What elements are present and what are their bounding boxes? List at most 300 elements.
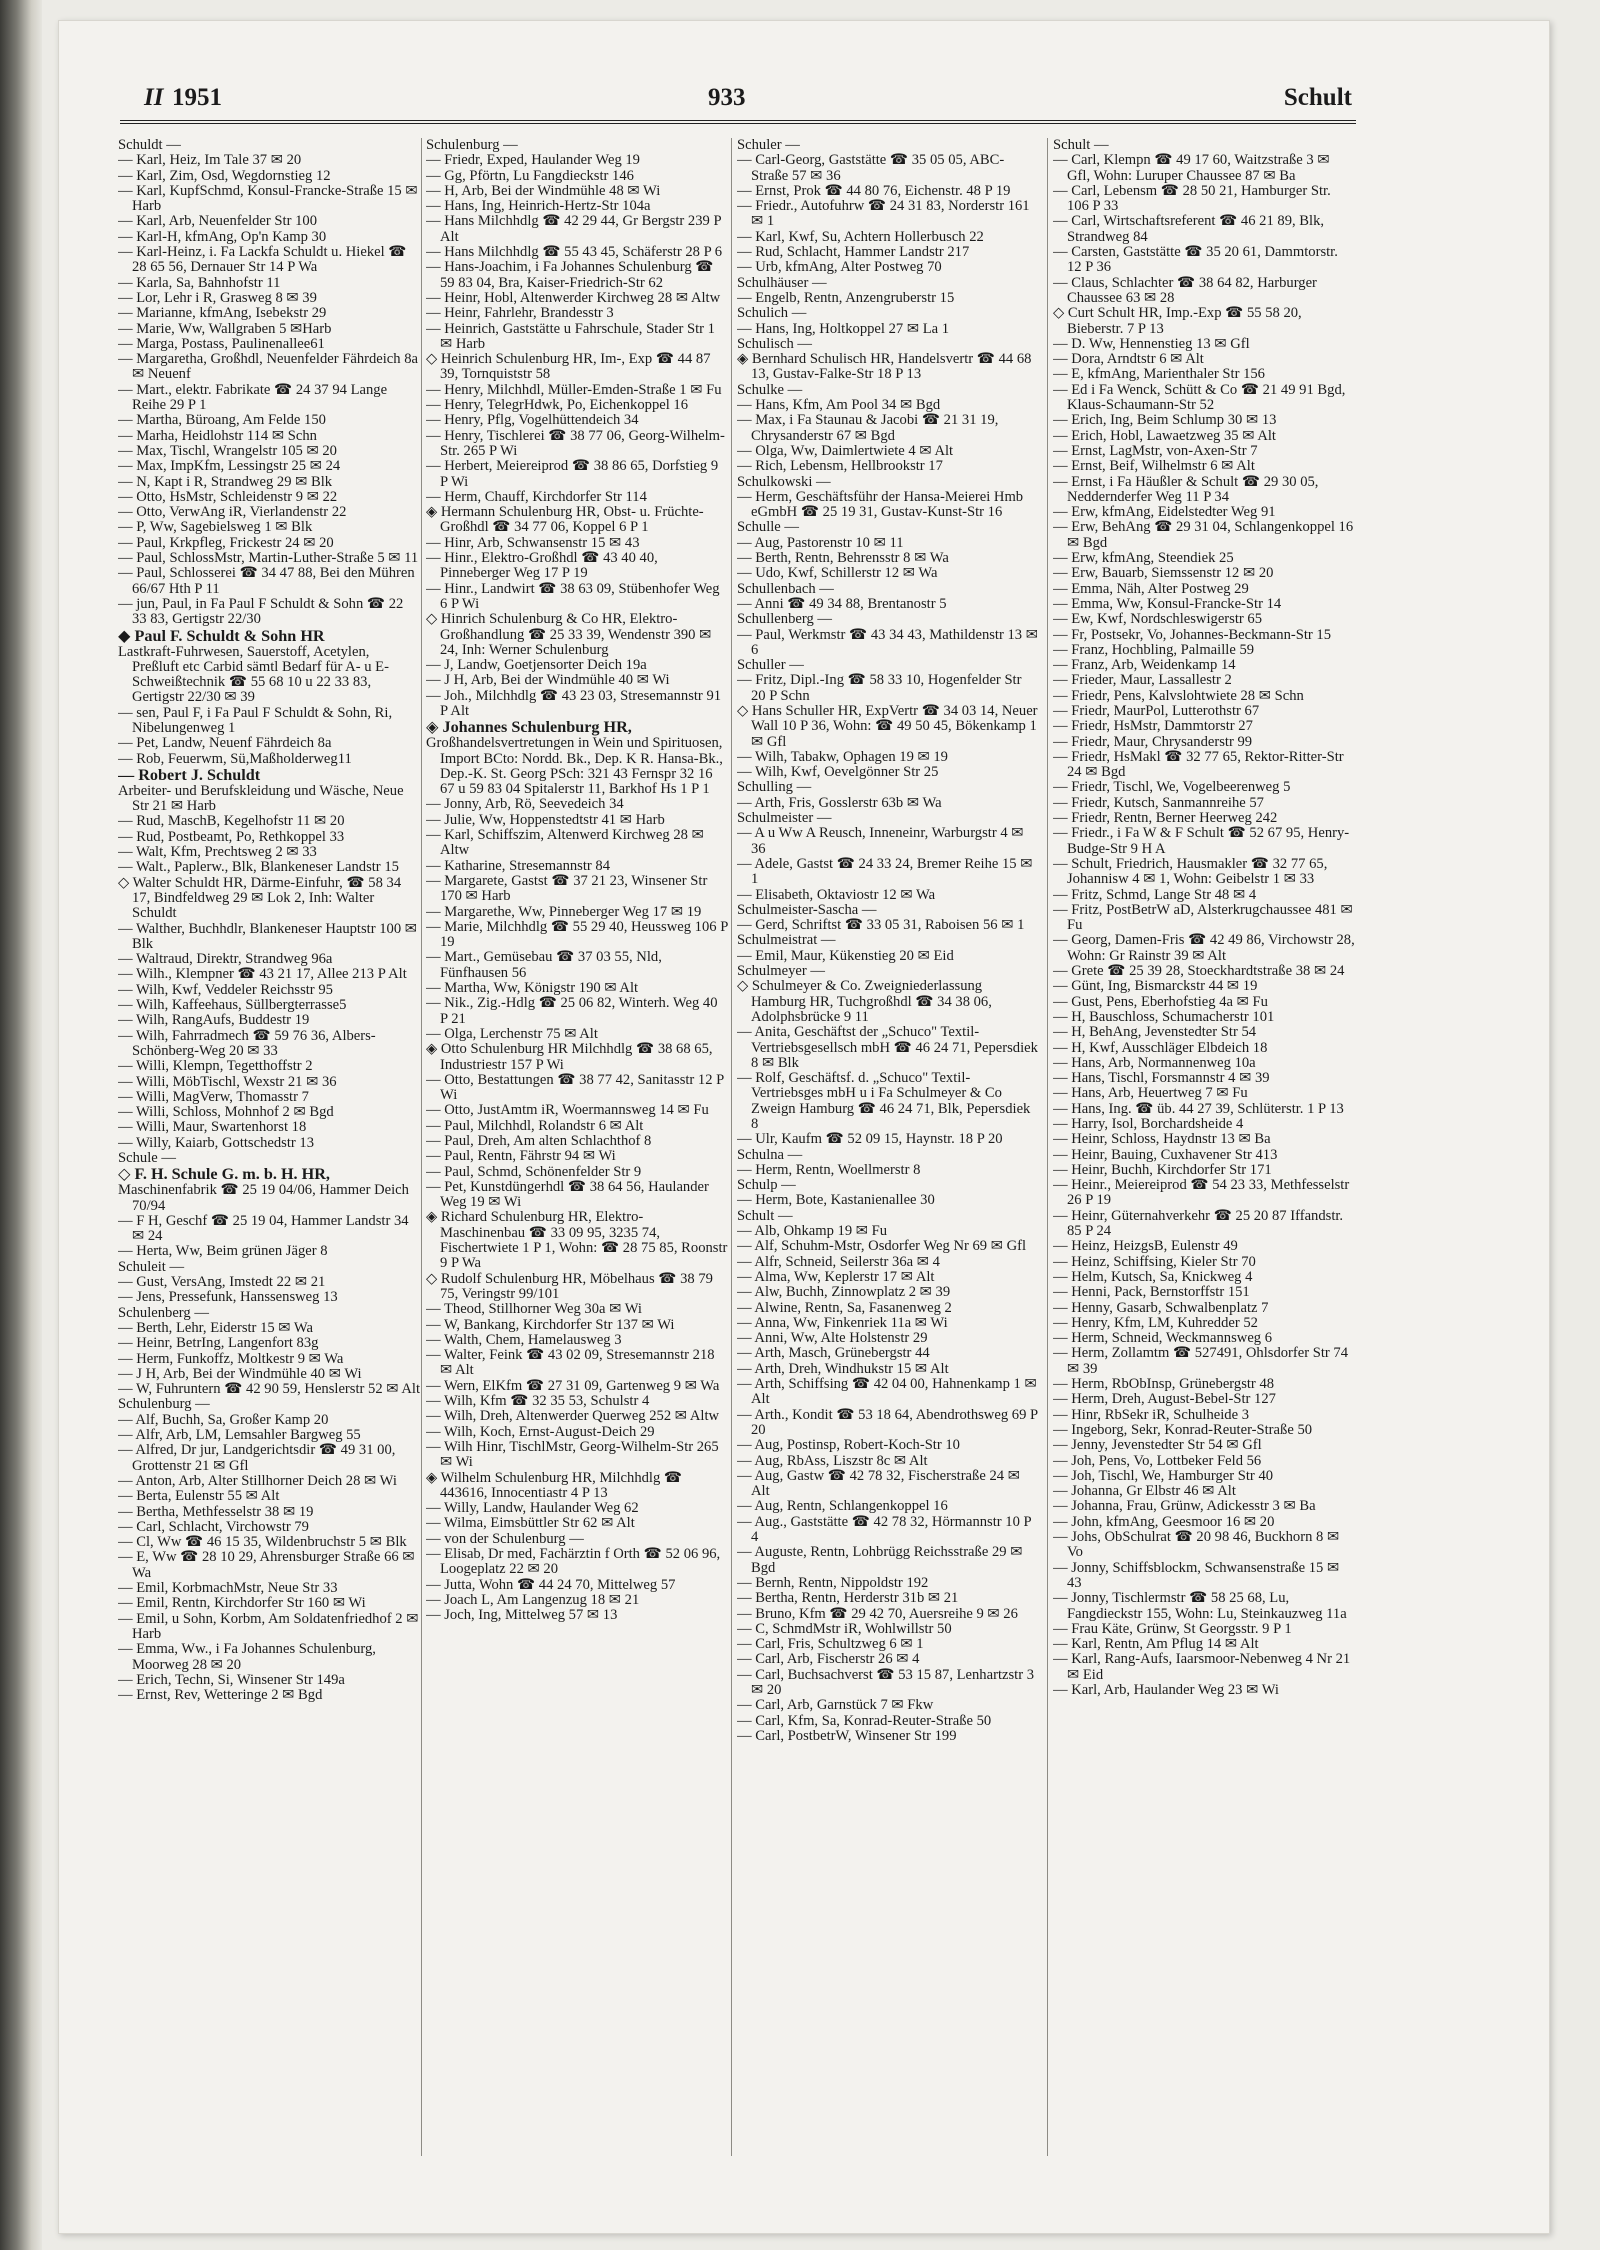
directory-entry: — Emma, Näh, Alter Postweg 29 (1053, 580, 1249, 597)
directory-entry: — Heinr, BetrIng, Langenfort 83g (118, 1335, 319, 1352)
directory-entry: — Ulr, Kaufm ☎ 52 09 15, Haynstr. 18 P 20 (737, 1131, 1003, 1148)
directory-entry: — Friedr., Autofuhrw ☎ 24 31 83, Norderstr 161 ✉ 1 (737, 198, 1030, 230)
directory-entry: — Willi, Maur, Swartenhorst 18 (118, 1119, 307, 1136)
directory-entry: — Alfr, Schneid, Seilerstr 36a ✉ 4 (737, 1253, 940, 1270)
directory-entry: ◇ Hans Schuller HR, ExpVertr ☎ 34 03 14, Neuer Wall 10 P 36, Wohn: ☎ 49 50 45, Bökenkamp 1 ✉ Gfl (737, 702, 1038, 750)
directory-entry: — Max, ImpKfm, Lessingstr 25 ✉ 24 (118, 458, 341, 475)
page-header (120, 82, 1356, 124)
directory-entry: — Cl, Ww ☎ 46 15 35, Wildenbruchstr 5 ✉ Blk (118, 1534, 407, 1551)
directory-entry: — Rob, Feuerwm, Sü,Maßholderweg11 (118, 750, 352, 767)
directory-entry: — Paul, Schmd, Schönenfelder Str 9 (426, 1163, 642, 1180)
directory-entry: — J H, Arb, Bei der Windmühle 40 ✉ Wi (426, 672, 670, 689)
directory-entry: — Wilh, Kfm ☎ 32 35 53, Schulstr 4 (426, 1393, 650, 1410)
directory-entry: — Wilh Hinr, TischlMstr, Georg-Wilhelm-Str 265 ✉ Wi (426, 1438, 719, 1471)
directory-entry: — Margarethe, Ww, Pinneberger Weg 17 ✉ 19 (426, 903, 702, 920)
directory-entry: — Wilh, Kaffeehaus, Süllbergterrasse5 (118, 997, 347, 1014)
column-3 (737, 138, 1039, 2158)
directory-entry: Schulna — (737, 1146, 803, 1163)
directory-entry: — E, kfmAng, Marienthaler Str 156 (1053, 366, 1265, 383)
directory-entry: — Schult, Friedrich, Hausmakler ☎ 32 77 65, Johannisw 4 ✉ 1, Wohn: Geibelstr 1 ✉ 33 (1053, 855, 1328, 888)
directory-entry: — Karl, Zim, Osd, Wegdornstieg 12 (118, 167, 331, 184)
directory-entry: — Willi, Klempn, Tegetthoffstr 2 (118, 1058, 313, 1075)
directory-entry: — W, Bankang, Kirchdorfer Str 137 ✉ Wi (426, 1316, 675, 1333)
directory-entry: — Wern, ElKfm ☎ 27 31 09, Gartenweg 9 ✉ Wa (426, 1377, 720, 1394)
directory-entry: Schulisch — (737, 335, 812, 352)
directory-entry: Lastkraft-Fuhrwesen, Sauerstoff, Acetylen, Preßluft etc Carbid sämtl Bedarf für A- u E-Schweißtechnik ☎ 55 68 10 u 22 33 83, Gertigstr 22/30 ✉ 39 (118, 643, 389, 706)
directory-entry: — Emil, u Sohn, Korbm, Am Soldatenfriedhof 2 ✉ Harb (118, 1610, 419, 1642)
directory-entry: — Marha, Heidlohstr 114 ✉ Schn (118, 427, 317, 444)
directory-entry: — Karl-H, kfmAng, Op'n Kamp 30 (118, 228, 327, 245)
directory-entry: — Paul, Milchhdl, Rolandstr 6 ✉ Alt (426, 1117, 644, 1134)
directory-entry: — Berta, Eulenstr 55 ✉ Alt (118, 1488, 280, 1505)
directory-entry: — Joh., Milchhdlg ☎ 43 23 03, Stresemannstr 91 P Alt (426, 687, 722, 719)
directory-entry: — Gerd, Schriftst ☎ 33 05 31, Raboisen 56 ✉ 1 (737, 917, 1025, 934)
directory-entry: Schulmeister — (737, 810, 832, 827)
directory-entry: — F H, Geschf ☎ 25 19 04, Hammer Landstr 34 ✉ 24 (118, 1212, 409, 1245)
directory-entry: — Frieder, Maur, Lassallestr 2 (1053, 672, 1232, 689)
column-4 (1053, 138, 1355, 2158)
directory-entry: — Marianne, kfmAng, Isebekstr 29 (118, 305, 327, 322)
directory-entry: — Friedr, Maur, Chrysanderstr 99 (1053, 733, 1253, 750)
directory-entry: — H, Arb, Bei der Windmühle 48 ✉ Wi (426, 182, 661, 199)
directory-entry: — Hinr., Landwirt ☎ 38 63 09, Stübenhofer Weg 6 P Wi (426, 580, 720, 612)
directory-entry: — Carl-Georg, Gaststätte ☎ 35 05 05, ABC-Straße 57 ✉ 36 (737, 152, 1005, 184)
directory-entry: — Rud, Postbeamt, Po, Rethkoppel 33 (118, 828, 345, 845)
directory-entry: — Alfred, Dr jur, Landgerichtsdir ☎ 49 31 00, Grottenstr 21 ✉ Gfl (118, 1442, 396, 1474)
directory-entry: — Auguste, Rentn, Lohbrügg Reichsstraße 29 ✉ Bgd (737, 1544, 1023, 1576)
directory-entry: ◆ Paul F. Schuldt & Sohn HR (118, 626, 325, 645)
directory-entry: — Erw, Bauarb, Siemssenstr 12 ✉ 20 (1053, 565, 1274, 582)
directory-entry: — Erw, BehAng ☎ 29 31 04, Schlangenkoppel 16 ✉ Bgd (1053, 519, 1354, 551)
directory-entry: — Carl, Arb, Fischerstr 26 ✉ 4 (737, 1651, 920, 1668)
directory-entry: — Paul, Rentn, Fährstr 94 ✉ Wi (426, 1148, 616, 1165)
directory-entry: — Arth, Fris, Gosslerstr 63b ✉ Wa (737, 794, 942, 811)
directory-entry: — Henny, Gasarb, Schwalbenplatz 7 (1053, 1299, 1269, 1316)
directory-entry: — Franz, Hochbling, Palmaille 59 (1053, 641, 1255, 658)
directory-entry: — H, BehAng, Jevenstedter Str 54 (1053, 1024, 1257, 1041)
directory-entry: — Fritz, Dipl.-Ing ☎ 58 33 10, Hogenfelder Str 20 P Schn (737, 672, 1022, 704)
directory-entry: — Hinr, Arb, Schwansenstr 15 ✉ 43 (426, 534, 640, 551)
directory-entry: — Fr, Postsekr, Vo, Johannes-Beckmann-Str 15 (1053, 626, 1331, 643)
directory-entry: — Waltraud, Direktr, Strandweg 96a (118, 951, 333, 968)
directory-entry: — H, Kwf, Ausschläger Elbdeich 18 (1053, 1039, 1268, 1056)
directory-entry: — Ernst, Rev, Wetteringe 2 ✉ Bgd (118, 1687, 323, 1704)
directory-entry: — Anni, Ww, Alte Holstenstr 29 (737, 1330, 928, 1347)
directory-entry: — Willy, Landw, Haulander Weg 62 (426, 1500, 639, 1517)
directory-entry: — Herm, Rentn, Woellmerstr 8 (737, 1161, 921, 1178)
directory-entry: — Friedr, Tischl, We, Vogelbeerenweg 5 (1053, 779, 1291, 796)
directory-entry: — Gust, Pens, Eberhofstieg 4a ✉ Fu (1053, 993, 1268, 1010)
directory-entry: — Jonny, Tischlermstr ☎ 58 25 68, Lu, Fangdieckstr 155, Wohn: Lu, Steinkauzweg 11a (1053, 1590, 1347, 1622)
directory-entry: — Emma, Ww., i Fa Johannes Schulenburg, Moorweg 28 ✉ 20 (118, 1641, 376, 1673)
directory-entry: — Alf, Schuhm-Mstr, Osdorfer Weg Nr 69 ✉ Gfl (737, 1238, 1027, 1255)
directory-entry: — Grete ☎ 25 39 28, Stoeckhardtstraße 38 ✉ 24 (1053, 963, 1345, 980)
directory-entry: Schulmeister-Sascha — (737, 901, 877, 918)
directory-entry: — Hans Milchhdlg ☎ 42 29 44, Gr Bergstr 239 P Alt (426, 213, 722, 245)
directory-entry: ◈ Bernhard Schulisch HR, Handelsvertr ☎ 44 68 13, Gustav-Falke-Str 18 P 13 (737, 351, 1032, 383)
directory-entry: — E, Ww ☎ 28 10 29, Ahrensburger Straße 66 ✉ Wa (118, 1549, 415, 1581)
directory-entry: — Rud, MaschB, Kegelhofstr 11 ✉ 20 (118, 813, 345, 830)
guide-word: Schult (1283, 84, 1352, 111)
directory-entry: ◈ Hermann Schulenburg HR, Obst- u. Früchte-Großhdl ☎ 34 77 06, Koppel 6 P 1 (426, 504, 704, 536)
directory-entry: — Alf, Buchh, Sa, Großer Kamp 20 (118, 1411, 329, 1428)
directory-entry: Schult — (737, 1207, 793, 1224)
directory-entry: Schult — (1053, 138, 1109, 153)
column-2 (426, 138, 728, 2158)
directory-entry: Schulle — (737, 519, 800, 536)
directory-entry: — Wilh, Dreh, Altenwerder Querweg 252 ✉ Altw (426, 1408, 720, 1425)
directory-entry: — Willi, Schloss, Mohnhof 2 ✉ Bgd (118, 1104, 334, 1121)
directory-entry: — Bruno, Kfm ☎ 29 42 70, Auersreihe 9 ✉ 26 (737, 1605, 1018, 1622)
directory-entry: — Ernst, Prok ☎ 44 80 76, Eichenstr. 48 P 19 (737, 182, 1011, 199)
directory-entry: — Herm, Geschäftsführ der Hansa-Meierei Hmb eGmbH ☎ 25 19 31, Gustav-Kunst-Str 16 (737, 488, 1024, 521)
directory-entry: — Paul, Krkpfleg, Frickestr 24 ✉ 20 (118, 534, 334, 551)
directory-entry: — Friedr, Pens, Kalvslohtwiete 28 ✉ Schn (1053, 687, 1304, 704)
directory-entry: — Emil, Maur, Kükenstieg 20 ✉ Eid (737, 947, 954, 964)
directory-entry: — Mart., Gemüsebau ☎ 37 03 55, Nld, Fünfhausen 56 (426, 949, 662, 981)
directory-entry: — C, SchmdMstr iR, Wohlwillstr 50 (737, 1620, 952, 1637)
directory-entry: — Ernst, i Fa Häußler & Schult ☎ 29 30 05, Neddernderfer Weg 11 P 34 (1053, 473, 1319, 505)
directory-entry: — Friedr., i Fa W & F Schult ☎ 52 67 95, Henry-Budge-Str 9 H A (1053, 825, 1350, 857)
directory-entry: Schuller — (737, 657, 804, 674)
directory-entry: — Walth, Chem, Hamelausweg 3 (426, 1331, 622, 1348)
directory-entry: — Walt., Paplerw., Blk, Blankeneser Landstr 15 (118, 859, 399, 876)
directory-entry: — Rud, Schlacht, Hammer Landstr 217 (737, 244, 970, 261)
directory-entry: — Walt, Kfm, Prechtsweg 2 ✉ 33 (118, 844, 317, 861)
directory-entry: — Anna, Ww, Finkenriek 11a ✉ Wi (737, 1314, 948, 1331)
directory-entry: — Aug, Postinsp, Robert-Koch-Str 10 (737, 1437, 960, 1454)
directory-entry: — Arth, Masch, Grünebergstr 44 (737, 1345, 930, 1362)
directory-entry: — Joh, Tischl, We, Hamburger Str 40 (1053, 1467, 1274, 1484)
directory-entry: — Herm, Chauff, Kirchdorfer Str 114 (426, 488, 647, 505)
directory-entry: — Johanna, Gr Elbstr 46 ✉ Alt (1053, 1483, 1236, 1500)
directory-entry: — P, Ww, Sagebielsweg 1 ✉ Blk (118, 519, 313, 536)
directory-entry: — Hans, Kfm, Am Pool 34 ✉ Bgd (737, 397, 941, 414)
volume-number: II (144, 84, 164, 111)
directory-entry: — Ernst, LagMstr, von-Axen-Str 7 (1053, 442, 1258, 459)
directory-entry: ◇ Schulmeyer & Co. Zweigniederlassung Hamburg HR, Tuchgroßhdl ☎ 34 38 06, Adolphsbrücke 9 11 (737, 978, 992, 1025)
directory-entry: — Jonny, Arb, Rö, Seevedeich 34 (426, 796, 624, 813)
directory-entry: — Carsten, Gaststätte ☎ 35 20 61, Dammtorstr. 12 P 36 (1053, 244, 1338, 276)
directory-entry: — Hans, Arb, Heuertweg 7 ✉ Fu (1053, 1085, 1248, 1102)
directory-entry: — Willy, Kaiarb, Gottschedstr 13 (118, 1134, 314, 1151)
directory-entry: — Karl, Arb, Haulander Weg 23 ✉ Wi (1053, 1681, 1279, 1698)
directory-entry: Schulke — (737, 381, 803, 398)
directory-entry: — Adele, Gastst ☎ 24 33 24, Bremer Reihe 15 ✉ 1 (737, 855, 1033, 888)
directory-entry: Schuldt — (118, 138, 181, 153)
directory-entry: — Hans, Ing, Heinrich-Hertz-Str 104a (426, 198, 651, 215)
page-number: 933 (708, 84, 746, 111)
directory-entry: — Hans, Ing. ☎ üb. 44 27 39, Schlüterstr. 1 P 13 (1053, 1100, 1344, 1117)
directory-entry: — Johs, ObSchulrat ☎ 20 98 46, Buckhorn 8 ✉ Vo (1053, 1529, 1340, 1561)
directory-entry: — Alw, Buchh, Zinnowplatz 2 ✉ 39 (737, 1284, 951, 1301)
directory-entry: — Pet, Landw, Neuenf Fährdeich 8a (118, 735, 332, 752)
directory-entry: — Erw, kfmAng, Steendiek 25 (1053, 550, 1234, 567)
directory-entry: — Carl, Buchsachverst ☎ 53 15 87, Lenhartzstr 3 ✉ 20 (737, 1666, 1035, 1698)
directory-entry: — Karl, Arb, Neuenfelder Str 100 (118, 213, 317, 230)
directory-entry: — Paul, Dreh, Am alten Schlachthof 8 (426, 1133, 652, 1149)
directory-entry: — Joh, Pens, Vo, Lottbeker Feld 56 (1053, 1452, 1262, 1469)
directory-entry: Großhandelsvertretungen in Wein und Spirituosen, Import BCto: Nordd. Bk., Dep. K R. Hansa-Bk., Dep.-K. St. Georg PSch: 321 43 Fernspr 32 16 67 u 59 83 04 Spitalerstr 11, Barkhof Hs 1 P 1 (426, 735, 723, 798)
directory-entry: ◇ Heinrich Schulenburg HR, Im-, Exp ☎ 44 87 39, Tornquiststr 58 (426, 351, 711, 383)
directory-entry: — von der Schulenburg — (426, 1530, 584, 1547)
directory-entry: — Wilh, Kwf, Oevelgönner Str 25 (737, 764, 939, 781)
column-divider (1047, 138, 1048, 2156)
directory-entry: — Frau Käte, Grünw, St Georgsstr. 9 P 1 (1053, 1620, 1292, 1637)
directory-entry: — Paul, SchlossMstr, Martin-Luther-Straße 5 ✉ 11 (118, 550, 419, 567)
directory-entry: — Nik., Zig.-Hdlg ☎ 25 06 82, Winterh. Weg 40 P 21 (426, 995, 718, 1027)
directory-entry: — Jenny, Jevenstedter Str 54 ✉ Gfl (1053, 1437, 1262, 1454)
directory-entry: Schulhäuser — (737, 274, 827, 291)
year: 1951 (172, 84, 222, 111)
directory-entry: — Carl, Klempn ☎ 49 17 60, Waitzstraße 3 ✉ Gfl, Wohn: Luruper Chaussee 87 ✉ Ba (1053, 152, 1330, 184)
directory-entry: — Aug., Gaststätte ☎ 42 78 32, Hörmannstr 10 P 4 (737, 1513, 1032, 1546)
directory-entry: — Dora, Arndtstr 6 ✉ Alt (1053, 351, 1204, 368)
directory-entry: — Theod, Stillhorner Weg 30a ✉ Wi (426, 1301, 642, 1318)
directory-entry: — Henni, Pack, Bernstorffstr 151 (1053, 1284, 1250, 1301)
directory-entry: — Julie, Ww, Hoppenstedtstr 41 ✉ Harb (426, 811, 665, 828)
directory-entry: — Willi, MöbTischl, Wexstr 21 ✉ 36 (118, 1073, 337, 1090)
directory-entry: — Johanna, Frau, Grünw, Adickesstr 3 ✉ Ba (1053, 1498, 1316, 1515)
directory-entry: — Friedr, Exped, Haulander Weg 19 (426, 152, 640, 169)
directory-entry: — Carl, Arb, Garnstück 7 ✉ Fkw (737, 1697, 934, 1714)
directory-entry: — Urb, kfmAng, Alter Postweg 70 (737, 259, 942, 276)
directory-entry: — Carl, Lebensm ☎ 28 50 21, Hamburger Str. 106 P 33 (1053, 182, 1331, 215)
directory-entry: — Harry, Isol, Borchardsheide 4 (1053, 1116, 1244, 1132)
directory-entry: — Karl, Rang-Aufs, Iaarsmoor-Nebenweg 4 Nr 21 ✉ Eid (1053, 1651, 1351, 1683)
directory-entry: — Alma, Ww, Keplerstr 17 ✉ Alt (737, 1268, 935, 1285)
directory-entry: — Wilh, Fahrradmech ☎ 59 76 36, Albers-Schönberg-Weg 20 ✉ 33 (118, 1027, 376, 1059)
directory-entry: — Gg, Pförtn, Lu Fangdieckstr 146 (426, 167, 634, 184)
directory-entry: — Aug, Pastorenstr 10 ✉ 11 (737, 534, 904, 551)
directory-entry: — sen, Paul F, i Fa Paul F Schuldt & Sohn, Ri, Nibelungenweg 1 (118, 704, 393, 736)
directory-entry: — Ew, Kwf, Nordschleswigerstr 65 (1053, 611, 1263, 628)
directory-entry: — W, Fuhruntern ☎ 42 90 59, Henslerstr 52 ✉ Alt (118, 1381, 420, 1398)
directory-entry: — Ernst, Beif, Wilhelmstr 6 ✉ Alt (1053, 458, 1255, 475)
directory-entry: — D. Ww, Hennenstieg 13 ✉ Gfl (1053, 335, 1250, 352)
directory-entry: — Hans, Tischl, Forsmannstr 4 ✉ 39 (1053, 1070, 1270, 1087)
directory-entry: — Herm, Zollamtm ☎ 527491, Ohlsdorfer Str 74 ✉ 39 (1053, 1345, 1349, 1377)
directory-entry: — J H, Arb, Bei der Windmühle 40 ✉ Wi (118, 1365, 362, 1382)
directory-entry: — Hans-Joachim, i Fa Johannes Schulenburg ☎ 59 83 04, Bra, Kaiser-Friedrich-Str 62 (426, 259, 714, 291)
directory-entry: — Ed i Fa Wenck, Schütt & Co ☎ 21 49 91 Bgd, Klaus-Schaumann-Str 52 (1053, 381, 1346, 414)
directory-entry: Schullenberg — (737, 611, 832, 628)
directory-entry: — Wilh, Kwf, Veddeler Reichsstr 95 (118, 981, 333, 998)
directory-entry: — Wilh, Tabakw, Ophagen 19 ✉ 19 (737, 748, 948, 765)
directory-entry: ◇ Curt Schult HR, Imp.-Exp ☎ 55 58 20, Bieberstr. 7 P 13 (1053, 305, 1302, 337)
directory-entry: — Arth., Kondit ☎ 53 18 64, Abendrothsweg 69 P 20 (737, 1406, 1038, 1438)
directory-entry: — Herm, Funkoffz, Moltkestr 9 ✉ Wa (118, 1350, 344, 1367)
directory-entry: — Emil, KorbmachMstr, Neue Str 33 (118, 1580, 338, 1597)
directory-entry: ◇ Rudolf Schulenburg HR, Möbelhaus ☎ 38 79 75, Veringstr 99/101 (426, 1270, 713, 1302)
directory-entry: — Heinrich, Gaststätte u Fahrschule, Stader Str 1 ✉ Harb (426, 320, 715, 352)
column-1 (118, 138, 420, 2158)
directory-entry: — Aug, Gastw ☎ 42 78 32, Fischerstraße 24 ✉ Alt (737, 1467, 1020, 1500)
directory-entry: — Erw, kfmAng, Eidelstedter Weg 91 (1053, 504, 1276, 521)
directory-entry: — Hans, Arb, Normannenweg 10a (1053, 1054, 1256, 1071)
directory-entry: — Robert J. Schuldt (118, 765, 261, 784)
directory-entry: — Bertha, Rentn, Herderstr 31b ✉ 21 (737, 1590, 959, 1607)
directory-entry: Schule — (118, 1150, 176, 1166)
directory-entry: — Karl, Rentn, Am Pflug 14 ✉ Alt (1053, 1636, 1259, 1653)
directory-entry: — Otto, VerwAng iR, Vierlandenstr 22 (118, 504, 347, 521)
directory-entry: — Heinr, Fahrlehr, Brandesstr 3 (426, 305, 614, 322)
directory-entry: — Anni ☎ 49 34 88, Brentanostr 5 (737, 595, 947, 612)
directory-entry: — Wilma, Eimsbüttler Str 62 ✉ Alt (426, 1515, 635, 1532)
directory-entry: — Herm, RbObInsp, Grünebergstr 48 (1053, 1376, 1275, 1393)
directory-entry: — Pet, Kunstdüngerhdl ☎ 38 64 56, Haulander Weg 19 ✉ Wi (426, 1178, 709, 1211)
directory-entry: — Hans Milchhdlg ☎ 55 43 45, Schäferstr 28 P 6 (426, 244, 723, 261)
directory-entry: — Heinr., Meiereiprod ☎ 54 23 33, Methfesselstr 26 P 19 (1053, 1177, 1350, 1209)
directory-entry: — Heinz, HeizgsB, Eulenstr 49 (1053, 1238, 1238, 1255)
directory-entry: — jun, Paul, in Fa Paul F Schuldt & Sohn ☎ 22 33 83, Gertigstr 22/30 (118, 595, 404, 628)
directory-entry: Schullenbach — (737, 580, 834, 597)
directory-entry: — Carl, Fris, Schultzweg 6 ✉ 1 (737, 1636, 924, 1653)
directory-entry: — Hans, Ing, Holtkoppel 27 ✉ La 1 (737, 320, 950, 337)
directory-entry: ◇ Walter Schuldt HR, Därme-Einfuhr, ☎ 58 34 17, Bindfeldweg 29 ✉ Lok 2, Inh: Walter Schuldt (118, 874, 402, 922)
directory-entry: — H, Bauschloss, Schumacherstr 101 (1053, 1008, 1275, 1025)
directory-entry: — Henry, Kfm, LM, Kuhredder 52 (1053, 1314, 1258, 1331)
directory-entry: — Henry, Pflg, Vogelhüttendeich 34 (426, 412, 639, 429)
directory-entry: — Erich, Techn, Si, Winsener Str 149a (118, 1671, 345, 1688)
directory-entry: — Olga, Lerchenstr 75 ✉ Alt (426, 1025, 598, 1042)
directory-entry: — Otto, Bestattungen ☎ 38 77 42, Sanitasstr 12 P Wi (426, 1071, 724, 1104)
directory-entry: Schulenburg — (426, 138, 518, 153)
directory-entry: — Herm, Bote, Kastanienallee 30 (737, 1192, 935, 1209)
directory-entry: — Lor, Lehr i R, Grasweg 8 ✉ 39 (118, 289, 317, 306)
directory-entry: — Karl, Heiz, Im Tale 37 ✉ 20 (118, 152, 302, 169)
directory-entry: Schulling — (737, 779, 812, 796)
directory-entry: — Fritz, Schmd, Lange Str 48 ✉ 4 (1053, 886, 1257, 903)
directory-entry: — Karl-Heinz, i. Fa Lackfa Schuldt u. Hiekel ☎ 28 65 56, Dernauer Str 14 P Wa (118, 244, 407, 276)
directory-entry: — Heinr, Buchh, Kirchdorfer Str 171 (1053, 1161, 1272, 1178)
directory-entry: — Margarete, Gastst ☎ 37 21 23, Winsener Str 170 ✉ Harb (426, 872, 708, 905)
book-binding-shadow (0, 0, 42, 2250)
directory-entry: — Karl, Schiffszim, Altenwerd Kirchweg 28 ✉ Altw (426, 827, 704, 859)
directory-entry: — Claus, Schlachter ☎ 38 64 82, Harburger Chaussee 63 ✉ 28 (1053, 274, 1317, 306)
directory-entry: — Udo, Kwf, Schillerstr 12 ✉ Wa (737, 565, 938, 582)
directory-entry: — Arth, Schiffsing ☎ 42 04 00, Hahnenkamp 1 ✉ Alt (737, 1376, 1037, 1408)
directory-entry: — Emil, Rentn, Kirchdorfer Str 160 ✉ Wi (118, 1595, 366, 1612)
directory-entry: — Carl, Schlacht, Virchowstr 79 (118, 1518, 309, 1535)
directory-entry: — Jutta, Wohn ☎ 44 24 70, Mittelweg 57 (426, 1576, 676, 1593)
directory-entry: — Aug, Rentn, Schlangenkoppel 16 (737, 1498, 948, 1515)
directory-entry: — Bernh, Rentn, Nippoldstr 192 (737, 1574, 929, 1591)
directory-entry: — Willi, MagVerw, Thomasstr 7 (118, 1088, 309, 1105)
directory-entry: — Walther, Buchhdlr, Blankeneser Hauptstr 100 ✉ Blk (118, 920, 417, 952)
column-divider (731, 138, 732, 2156)
directory-entry: — Alb, Ohkamp 19 ✉ Fu (737, 1223, 888, 1240)
directory-entry: — Engelb, Rentn, Anzengruberstr 15 (737, 289, 955, 306)
column-divider (421, 138, 422, 2156)
directory-entry: Schulp — (737, 1177, 796, 1194)
directory-entry: — Rich, Lebensm, Hellbrookstr 17 (737, 458, 943, 475)
directory-entry: ◇ F. H. Schule G. m. b. H. HR, (118, 1165, 330, 1184)
directory-entry: — Wilh, Koch, Ernst-August-Deich 29 (426, 1423, 655, 1440)
directory-entry: — N, Kapt i R, Strandweg 29 ✉ Blk (118, 473, 333, 490)
directory-entry: — Katharine, Stresemannstr 84 (426, 857, 610, 874)
directory-entry: — Walter, Feink ☎ 43 02 09, Stresemannstr 218 ✉ Alt (426, 1347, 715, 1379)
directory-entry: — Max, Tischl, Wrangelstr 105 ✉ 20 (118, 442, 337, 459)
directory-entry: — Henry, Milchhdl, Müller-Emden-Straße 1 ✉ Fu (426, 381, 722, 398)
directory-entry: — Carl, PostbetrW, Winsener Str 199 (737, 1727, 957, 1744)
directory-entry: — Gust, VersAng, Imstedt 22 ✉ 21 (118, 1274, 326, 1291)
directory-entry: — Berth, Rentn, Behrensstr 8 ✉ Wa (737, 550, 949, 567)
directory-entry: — Herm, Schneid, Weckmannsweg 6 (1053, 1330, 1273, 1347)
directory-entry: — Karla, Sa, Bahnhofstr 11 (118, 274, 281, 291)
directory-entry: Schulenberg — (118, 1304, 209, 1321)
directory-entry: ◈ Johannes Schulenburg HR, (426, 718, 632, 737)
directory-entry: — Anton, Arb, Alter Stillhorner Deich 28 ✉ Wi (118, 1472, 397, 1489)
directory-entry: — Wilh, RangAufs, Buddestr 19 (118, 1012, 310, 1029)
directory-entry: — Martha, Ww, Königstr 190 ✉ Alt (426, 980, 639, 997)
directory-entry: — Marie, Milchhdlg ☎ 55 29 40, Heussweg 106 P 19 (426, 918, 728, 951)
directory-entry: — Martha, Büroang, Am Felde 150 (118, 412, 326, 429)
directory-entry: — Heinr, Hobl, Altenwerder Kirchweg 28 ✉ Altw (426, 289, 721, 306)
directory-entry: — Herta, Ww, Beim grünen Jäger 8 (118, 1243, 328, 1260)
directory-entry: — Friedr, Kutsch, Sanmannreihe 57 (1053, 794, 1264, 811)
directory-entry: — Henry, Tischlerei ☎ 38 77 06, Georg-Wilhelm-Str. 265 P Wi (426, 427, 725, 459)
directory-entry: — Elisab, Dr med, Fachärztin f Orth ☎ 52 06 96, Loogeplatz 22 ✉ 20 (426, 1546, 721, 1578)
directory-entry: — Erich, Hobl, Lawaetzweg 35 ✉ Alt (1053, 427, 1276, 444)
directory-entry: ◈ Richard Schulenburg HR, Elektro-Maschinenbau ☎ 33 09 95, 3235 74, Fischertwiete 1 P 1, Wohn: ☎ 28 75 85, Roonstr 9 P Wa (426, 1209, 728, 1272)
directory-entry: Schulenburg — (118, 1396, 210, 1413)
directory-entry: — Emma, Ww, Konsul-Francke-Str 14 (1053, 595, 1282, 612)
directory-entry: Schuleit — (118, 1258, 185, 1275)
directory-entry: — Mart., elektr. Fabrikate ☎ 24 37 94 Lange Reihe 29 P 1 (118, 381, 388, 414)
directory-entry: — John, kfmAng, Geesmoor 16 ✉ 20 (1053, 1513, 1275, 1530)
directory-entry: — Max, i Fa Staunau & Jacobi ☎ 21 31 19, Chrysanderstr 67 ✉ Bgd (737, 412, 999, 444)
directory-entry: — Elisabeth, Oktaviostr 12 ✉ Wa (737, 886, 936, 903)
directory-entry: — Hinr., Elektro-Großhdl ☎ 43 40 40, Pinneberger Weg 17 P 19 (426, 550, 658, 582)
directory-entry: — Fritz, PostBetrW aD, Alsterkrugchaussee 481 ✉ Fu (1053, 901, 1353, 934)
directory-entry: — Franz, Arb, Weidenkamp 14 (1053, 657, 1236, 674)
directory-entry: — J, Landw, Goetjensorter Deich 19a (426, 657, 647, 674)
directory-entry: — Alfr, Arb, LM, Lemsahler Bargweg 55 (118, 1427, 361, 1444)
directory-entry: — Rolf, Geschäftsf. d. „Schuco" Textil-Vertriebsges mbH u i Fa Schulmeyer & Co Zweign Hamburg ☎ 46 24 71, Blk, Pepersdiek 8 (737, 1070, 1031, 1132)
directory-entry: — Otto, JustAmtm iR, Woermannsweg 14 ✉ Fu (426, 1102, 709, 1119)
directory-entry: — Margaretha, Großhdl, Neuenfelder Fährdeich 8a ✉ Neuenf (118, 351, 419, 383)
directory-entry: — Paul, Schlosserei ☎ 34 47 88, Bei den Mühren 66/67 Hth P 11 (118, 565, 415, 597)
directory-entry: Schulmeyer — (737, 963, 825, 980)
directory-entry: — A u Ww A Reusch, Inneneinr, Warburgstr 4 ✉ 36 (737, 825, 1024, 857)
directory-entry: — Arth, Dreh, Windhukstr 15 ✉ Alt (737, 1360, 949, 1377)
directory-entry: — Bertha, Methfesselstr 38 ✉ 19 (118, 1503, 314, 1520)
directory-entry: ◈ Otto Schulenburg HR Milchhdlg ☎ 38 68 65, Industriestr 157 P Wi (426, 1041, 713, 1073)
directory-entry: Arbeiter- und Berufskleidung und Wäsche, Neue Str 21 ✉ Harb (118, 782, 404, 815)
directory-entry: — Carl, Kfm, Sa, Konrad-Reuter-Straße 50 (737, 1712, 992, 1729)
directory-entry: — Helm, Kutsch, Sa, Knickweg 4 (1053, 1268, 1253, 1285)
directory-entry: — Friedr, HsMakl ☎ 32 77 65, Rektor-Ritter-Str 24 ✉ Bgd (1053, 748, 1344, 781)
directory-entry: — Alwine, Rentn, Sa, Fasanenweg 2 (737, 1299, 952, 1316)
directory-entry: Schuler — (737, 138, 800, 153)
directory-entry: — Marga, Postass, Paulinenallee61 (118, 335, 325, 352)
directory-entry: Maschinenfabrik ☎ 25 19 04/06, Hammer Deich 70/94 (118, 1182, 409, 1214)
directory-entry: — Friedr, MaurPol, Lutterothstr 67 (1053, 702, 1260, 719)
directory-entry: — Günt, Ing, Bismarckstr 44 ✉ 19 (1053, 978, 1258, 995)
directory-entry: — Joach L, Am Langenzug 18 ✉ 21 (426, 1591, 640, 1608)
directory-entry: Schulkowski — (737, 473, 831, 490)
directory-entry: — Wilh., Klempner ☎ 43 21 17, Allee 213 P Alt (118, 966, 407, 983)
directory-entry: — Herm, Dreh, August-Bebel-Str 127 (1053, 1391, 1276, 1408)
directory-entry: — Heinz, Schiffsing, Kieler Str 70 (1053, 1253, 1256, 1270)
directory-entry: — Paul, Werkmstr ☎ 43 34 43, Mathildenstr 13 ✉ 6 (737, 626, 1038, 658)
directory-entry: ◇ Hinrich Schulenburg & Co HR, Elektro-Großhandlung ☎ 25 33 39, Wendenstr 390 ✉ 24, Inh: Werner Schulenburg (426, 611, 712, 658)
directory-entry: — Jonny, Schiffsblockm, Schwansenstraße 15 ✉ 43 (1053, 1559, 1340, 1591)
directory-entry: — Otto, HsMstr, Schleidenstr 9 ✉ 22 (118, 488, 338, 505)
directory-entry: — Herbert, Meiereiprod ☎ 38 86 65, Dorfstieg 9 P Wi (426, 458, 719, 490)
directory-entry: — Friedr, Rentn, Berner Heerweg 242 (1053, 810, 1278, 827)
